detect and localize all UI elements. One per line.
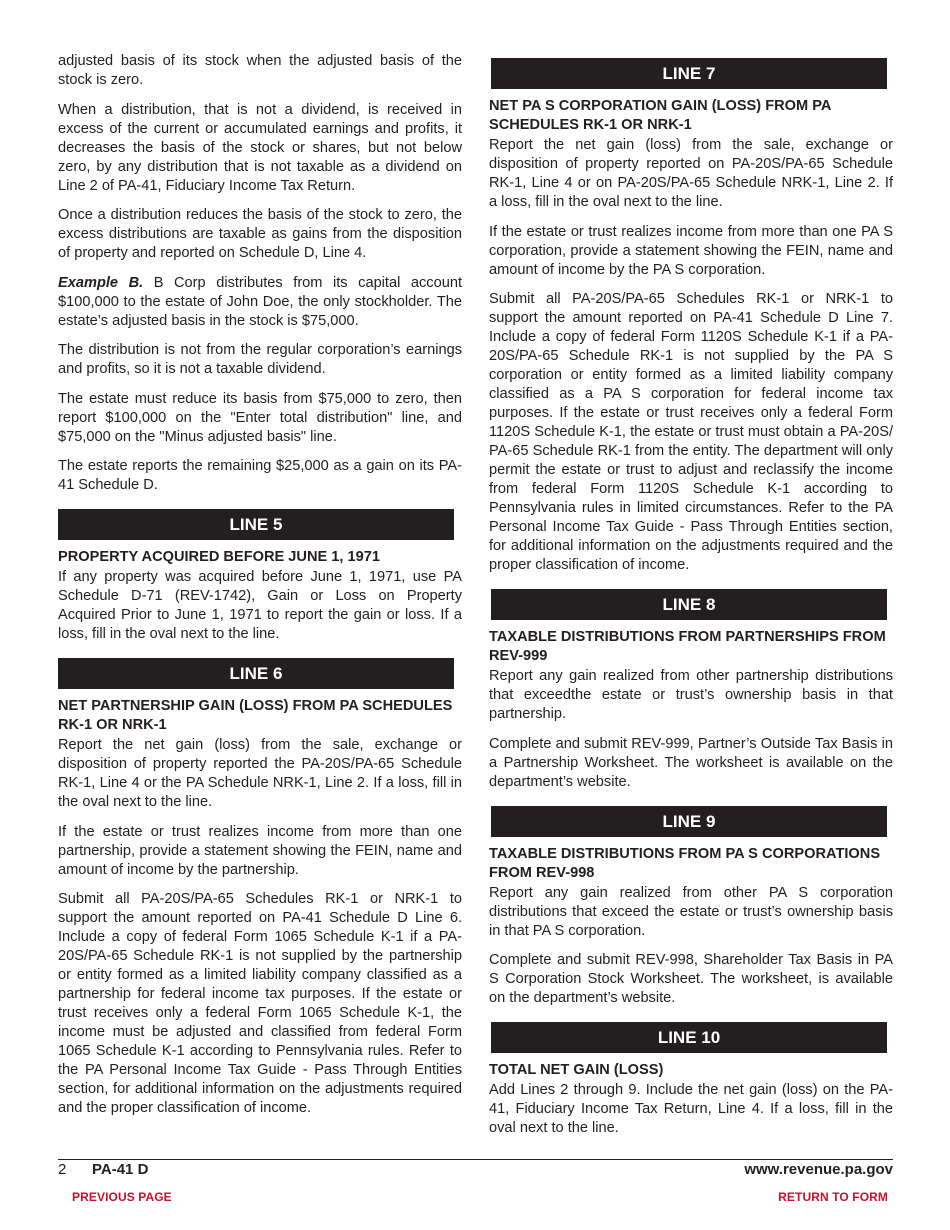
paragraph: If any property was acquired before June 1, 1971, use PA Schedule D-71 (REV-1742), Gain or Loss on Property Acquired Prior to June 1, 1971 to report the gain or loss. If a loss, fill in the oval next to the line.	[58, 569, 462, 642]
example-text: B Corp distributes from its capital account $100,000 to the estate of John Doe, the only stockholder. The estate’s adjusted basis in the stock is $75,000.	[58, 274, 463, 329]
section-bar-line-7: LINE 7	[491, 58, 887, 89]
paragraph: Submit all PA-20S/PA-65 Schedules RK-1 or NRK-1 to support the amount reported on PA-41 Schedule D Line 7. Include a copy of federal Form 1120S Schedule K-1 if a PA-20S/PA-65 Schedule RK-1 is not supplied by the PA S corporation or entity formed as a limited liability company classified as a PA S corporation for federal income tax purposes. If the estate or trust receives only a federal Form 1120S Schedule K-1, the estate or trust must obtain a PA-20S/ PA-65 Schedule RK-1 from the entity. The department will only permit the estate or trust to adjust and reclassify the income from federal Form 1120S Schedule K-1 according to Pennsylvania rules in limited circumstances. Refer to the PA Personal Income Tax Guide - Pass Through Entities section, for additional information on the adjustments required and the proper classification of income.	[489, 291, 893, 573]
section-heading: NET PA S CORPORATION GAIN (LOSS) FROM PA SCHEDULES RK-1 OR NRK-1	[489, 98, 831, 133]
section-bar-line-8: LINE 8	[491, 589, 887, 620]
paragraph: Complete and submit REV-998, Shareholder Tax Basis in PA S Corporation Stock Worksheet. The worksheet, is available on the department’s website.	[489, 952, 893, 1006]
section-bar-line-10: LINE 10	[491, 1022, 887, 1053]
example-paragraph	[58, 274, 462, 331]
paragraph: Complete and submit REV-999, Partner’s Outside Tax Basis in a Partnership Worksheet. The worksheet is available on the department’s website.	[489, 735, 893, 790]
section-heading: NET PARTNERSHIP GAIN (LOSS) FROM PA SCHEDULES RK-1 OR NRK-1	[58, 698, 453, 733]
section-heading: TAXABLE DISTRIBUTIONS FROM PA S CORPORATIONS FROM REV-998	[489, 845, 881, 881]
section-bar-line-9: LINE 9	[491, 806, 887, 837]
paragraph: The estate must reduce its basis from $75,000 to zero, then report $100,000 on the "Enter total distribution" line, and $75,000 on the "Minus adjusted basis" line.	[58, 390, 462, 445]
section-heading: TAXABLE DISTRIBUTIONS FROM PARTNERSHIPS FROM REV-999	[489, 629, 886, 664]
paragraph: Report any gain realized from other PA S corporation distributions that exceed the estate or trust’s ownership basis in that PA S corporation.	[489, 884, 893, 939]
section-bar-line-5: LINE 5	[58, 509, 454, 540]
website-url: www.revenue.pa.gov	[744, 1161, 893, 1178]
section-bar-line-6: LINE 6	[58, 658, 454, 689]
previous-page-link[interactable]: PREVIOUS PAGE	[72, 1190, 172, 1204]
page-number: 2	[58, 1161, 67, 1178]
right-column	[489, 52, 893, 1149]
example-label: Example B.	[58, 274, 144, 291]
paragraph: If the estate or trust realizes income from more than one partnership, provide a statement showing the FEIN, name and amount of income by the partnership.	[58, 823, 462, 878]
paragraph: adjusted basis of its stock when the adjusted basis of the stock is zero.	[58, 53, 462, 88]
left-column	[58, 52, 462, 1129]
paragraph: When a distribution, that is not a dividend, is received in excess of the current or accumulated earnings and profits, it decreases the basis of the stock or shares, but not below zero, by any distribution that is not taxable as a dividend on Line 2 of PA-41, Fiduciary Income Tax Return.	[58, 101, 462, 194]
section-heading: TOTAL NET GAIN (LOSS)	[489, 1062, 664, 1078]
paragraph: Once a distribution reduces the basis of the stock to zero, the excess distributions are taxable as gains from the disposition of property and reported on Schedule D, Line 4.	[58, 207, 462, 261]
form-identifier: PA-41 D	[92, 1161, 149, 1178]
paragraph: Report any gain realized from other partnership distributions that exceedthe estate or trust’s ownership basis in that partnership.	[489, 668, 893, 722]
paragraph: Submit all PA-20S/PA-65 Schedules RK-1 or NRK-1 to support the amount reported on PA-41 Schedule D Line 6. Include a copy of federal Form 1065 Schedule K-1 if a PA-20S/PA-65 Schedule RK-1 is not supplied by the partnership or entity formed as a limited liability company classified as a partnership for federal income tax purposes. If the estate or trust receives only a federal Form 1065 Schedule K-1, the income must be adjusted and classified from federal Form 1065 Schedule K-1 according to Pennsylvania rules. Refer to the PA Personal Income Tax Guide - Pass Through Entities section, for additional information on the adjustments required and the proper classification of income.	[58, 891, 462, 1116]
paragraph: If the estate or trust realizes income from more than one PA S corporation, provide a statement showing the FEIN, name and amount of income by the PA S corporation.	[489, 223, 893, 278]
paragraph: Report the net gain (loss) from the sale, exchange or disposition of property reported on PA-20S/PA-65 Schedule RK-1, Line 4 or on PA-20S/PA-65 Schedule NRK-1, Line 2. If a loss, fill in the oval next to the line.	[489, 137, 893, 210]
section-heading: PROPERTY ACQUIRED BEFORE JUNE 1, 1971	[58, 549, 380, 565]
paragraph: Add Lines 2 through 9. Include the net gain (loss) on the PA-41, Fiduciary Income Tax Return, Line 4. If a loss, fill in the oval next to the line.	[489, 1082, 893, 1136]
paragraph: The distribution is not from the regular corporation’s earnings and profits, so it is not a taxable dividend.	[58, 342, 462, 377]
paragraph: The estate reports the remaining $25,000 as a gain on its PA-41 Schedule D.	[58, 458, 462, 493]
return-to-form-link[interactable]: RETURN TO FORM	[778, 1190, 888, 1204]
paragraph: Report the net gain (loss) from the sale, exchange or disposition of property reported the PA-20S/PA-65 Schedule RK-1, Line 4 or the PA Schedule NRK-1, Line 2. If a loss, fill in the oval next to the line.	[58, 737, 462, 810]
